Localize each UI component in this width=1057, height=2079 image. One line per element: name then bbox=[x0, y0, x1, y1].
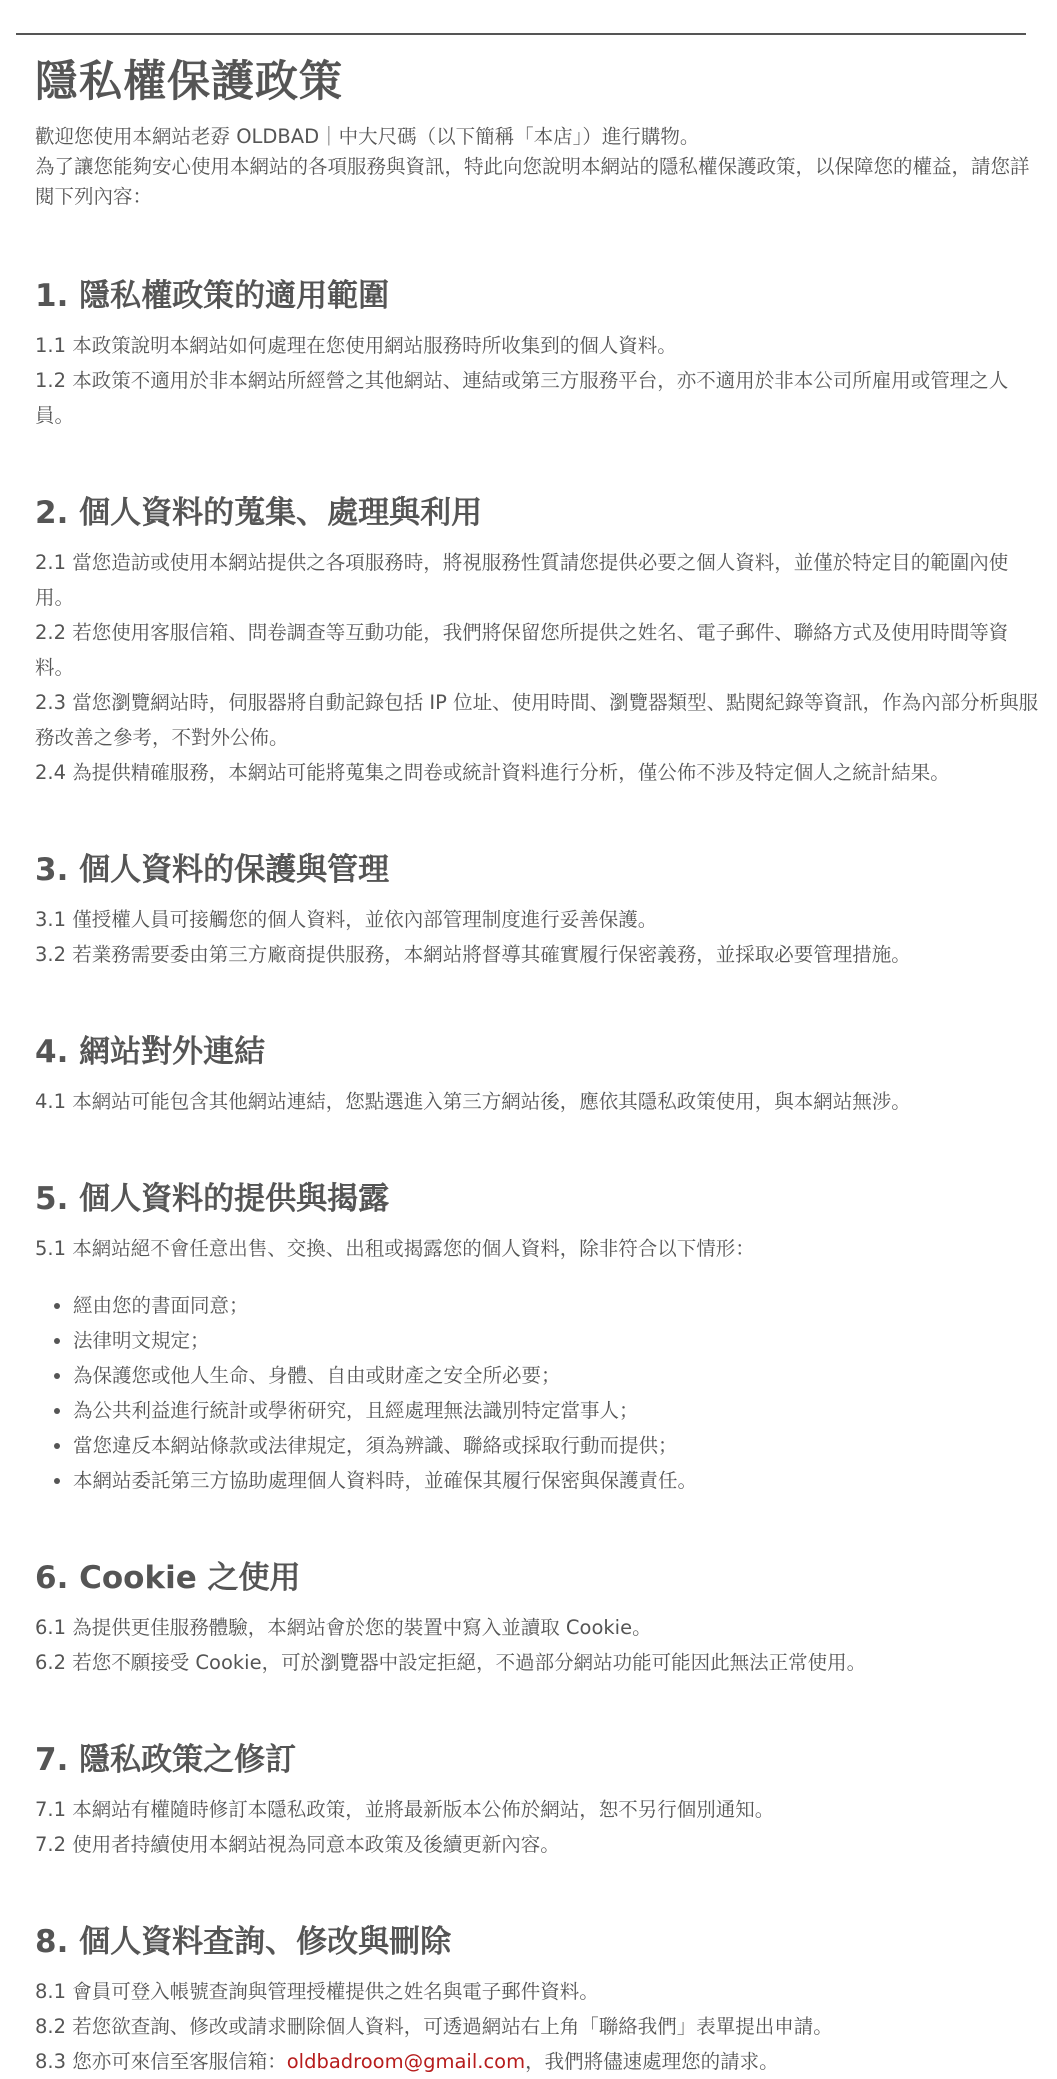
list-item: • 本網站委託第三方協助處理個人資料時，並確保其履行保密與保護責任。 bbox=[73, 1463, 1047, 1498]
disclosure-list bbox=[35, 1288, 1047, 1498]
section-item: 7.2 使用者持續使用本網站視為同意本政策及後續更新內容。 bbox=[35, 1833, 560, 1856]
section-heading: 3. 個人資料的保護與管理 bbox=[35, 852, 390, 888]
section-revision bbox=[35, 1738, 1047, 1862]
policy-content bbox=[35, 52, 1047, 2079]
intro bbox=[35, 122, 1047, 212]
section-item: 2.3 當您瀏覽網站時，伺服器將自動記錄包括 IP 位址、使用時間、瀏覽器類型、點閱紀錄等資訊，作為內部分析與服務改善之參考，不對外公佈。 bbox=[35, 691, 1039, 749]
section-item: 1.1 本政策說明本網站如何處理在您使用網站服務時所收集到的個人資料。 bbox=[35, 334, 677, 357]
section-heading: 5. 個人資料的提供與揭露 bbox=[35, 1181, 390, 1217]
section-protection bbox=[35, 848, 1047, 972]
section-heading: 6. Cookie 之使用 bbox=[35, 1560, 301, 1596]
section-item: 3.2 若業務需要委由第三方廠商提供服務，本網站將督導其確實履行保密義務，並採取必要管理措施。 bbox=[35, 943, 911, 966]
intro-line: 歡迎您使用本網站老孬 OLDBAD｜中大尺碼（以下簡稱「本店」）進行購物。 bbox=[35, 125, 700, 148]
section-scope bbox=[35, 274, 1047, 433]
section-heading: 4. 網站對外連結 bbox=[35, 1034, 266, 1070]
section-item: 2.1 當您造訪或使用本網站提供之各項服務時，將視服務性質請您提供必要之個人資料，並僅於特定目的範圍內使用。 bbox=[35, 551, 1009, 609]
section-item: 8.1 會員可登入帳號查詢與管理授權提供之姓名與電子郵件資料。 bbox=[35, 1980, 599, 2003]
section-item: 8.2 若您欲查詢、修改或請求刪除個人資料，可透過網站右上角「聯絡我們」表單提出申請。 bbox=[35, 2015, 833, 2038]
list-item: • 為公共利益進行統計或學術研究，且經處理無法識別特定當事人； bbox=[73, 1393, 1047, 1428]
section-heading: 7. 隱私政策之修訂 bbox=[35, 1742, 297, 1778]
section-item bbox=[35, 2044, 1047, 2079]
section-item: 4.1 本網站可能包含其他網站連結，您點選進入第三方網站後，應依其隱私政策使用，與本網站無涉。 bbox=[35, 1090, 911, 1113]
page-title: 隱私權保護政策 bbox=[35, 57, 343, 107]
section-query bbox=[35, 1920, 1047, 2079]
section-item: 1.2 本政策不適用於非本網站所經營之其他網站、連結或第三方服務平台，亦不適用於非本公司所雇用或管理之人員。 bbox=[35, 369, 1009, 427]
section-cookie bbox=[35, 1556, 1047, 1680]
intro-line: 為了讓您能夠安心使用本網站的各項服務與資訊，特此向您說明本網站的隱私權保護政策，以保障您的權益，請您詳閱下列內容： bbox=[35, 155, 1030, 208]
list-item: • 為保護您或他人生命、身體、自由或財產之安全所必要； bbox=[73, 1358, 1047, 1393]
section-item: 7.1 本網站有權隨時修訂本隱私政策，並將最新版本公佈於網站，恕不另行個別通知。 bbox=[35, 1798, 775, 1821]
support-email-link[interactable]: oldbadroom@gmail.com bbox=[286, 2050, 526, 2073]
section-collection bbox=[35, 491, 1047, 790]
section-item: 6.1 為提供更佳服務體驗，本網站會於您的裝置中寫入並讀取 Cookie。 bbox=[35, 1616, 652, 1639]
section-heading: 1. 隱私權政策的適用範圍 bbox=[35, 278, 390, 314]
item-suffix: ，我們將儘速處理您的請求。 bbox=[525, 2050, 779, 2073]
section-disclosure bbox=[35, 1177, 1047, 1498]
list-item: • 當您違反本網站條款或法律規定，須為辨識、聯絡或採取行動而提供； bbox=[73, 1428, 1047, 1463]
section-item: 3.1 僅授權人員可接觸您的個人資料，並依內部管理制度進行妥善保護。 bbox=[35, 908, 658, 931]
section-heading: 8. 個人資料查詢、修改與刪除 bbox=[35, 1924, 452, 1960]
list-item: • 經由您的書面同意； bbox=[73, 1288, 1047, 1323]
section-external-links bbox=[35, 1030, 1047, 1119]
top-divider bbox=[16, 33, 1026, 35]
item-prefix: 8.3 您亦可來信至客服信箱： bbox=[35, 2050, 287, 2073]
section-item: 2.4 為提供精確服務，本網站可能將蒐集之問卷或統計資料進行分析，僅公佈不涉及特定個人之統計結果。 bbox=[35, 761, 950, 784]
list-item: • 法律明文規定； bbox=[73, 1323, 1047, 1358]
section-item: 2.2 若您使用客服信箱、問卷調查等互動功能，我們將保留您所提供之姓名、電子郵件、聯絡方式及使用時間等資料。 bbox=[35, 621, 1009, 679]
section-heading: 2. 個人資料的蒐集、處理與利用 bbox=[35, 495, 483, 531]
section-item: 5.1 本網站絕不會任意出售、交換、出租或揭露您的個人資料，除非符合以下情形： bbox=[35, 1237, 755, 1260]
section-item: 6.2 若您不願接受 Cookie，可於瀏覽器中設定拒絕，不過部分網站功能可能因此無法正常使用。 bbox=[35, 1651, 867, 1674]
